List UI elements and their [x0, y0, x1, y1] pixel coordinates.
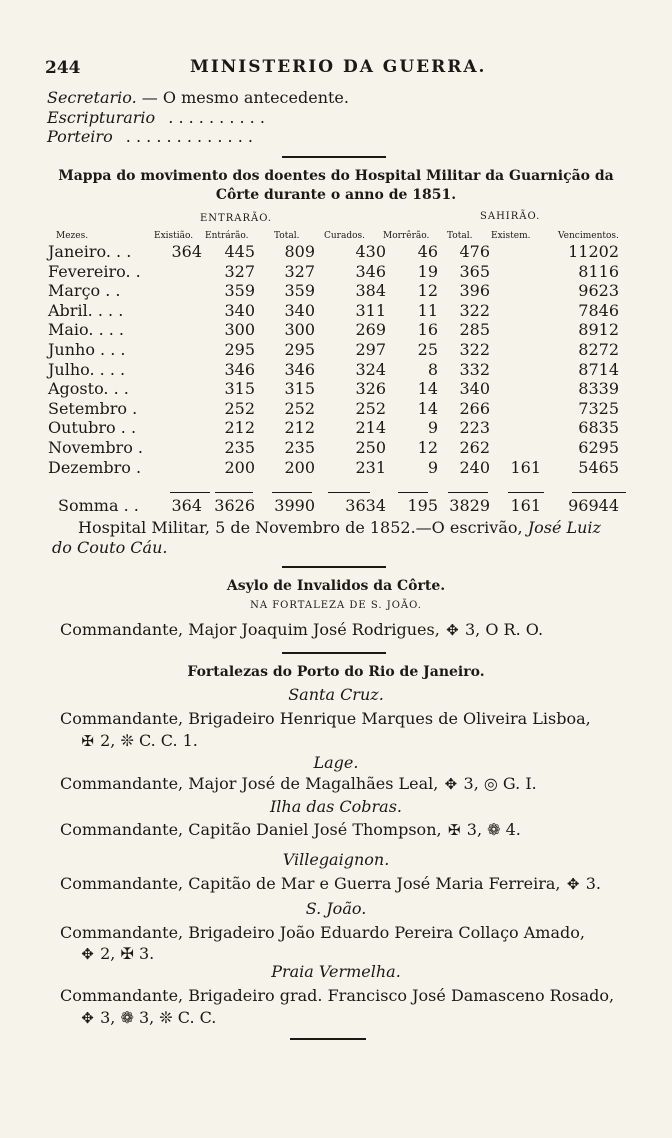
cell-mes: Abril. . . . [48, 300, 124, 320]
somma-vencimentos: 96944 [568, 496, 619, 515]
cell-curados: 326 [355, 379, 386, 399]
cell-curados: 430 [355, 242, 386, 261]
somma-label: Somma . . [58, 496, 139, 515]
cell-curados: 346 [355, 261, 386, 281]
mapa-title-line2: Côrte durante o anno de 1851. [215, 187, 457, 203]
order-cross-icon: ✥ [444, 775, 458, 793]
fort-commander: Commandante, Brigadeiro João Eduardo Pereira Collaço Amado, [60, 923, 585, 942]
fort-place: Lage. [313, 753, 359, 772]
fort-place: Ilha das Cobras. [269, 797, 403, 816]
mapa-footer [78, 518, 601, 537]
cell-entrarao: 315 [224, 379, 255, 399]
cell-entrarao: 200 [224, 457, 255, 477]
staff-text: . . . . . . . . . . [168, 108, 265, 127]
cell-venc: 8116 [578, 261, 619, 281]
cell-total_s: 266 [459, 398, 490, 418]
cell-venc: 8339 [578, 379, 619, 399]
fort-commander: Commandante, Brigadeiro Henrique Marques de Oliveira Lisboa, [60, 709, 591, 728]
somma-row [58, 496, 619, 516]
somma-entrarao: 3626 [214, 496, 255, 515]
section-divider [282, 652, 386, 654]
fort-place: Praia Vermelha. [271, 962, 401, 981]
col-vencimentos: Vencimentos. [558, 231, 619, 241]
table-row [48, 301, 619, 321]
cell-entrarao: 346 [224, 359, 255, 379]
col-morrerao: Morrêrão. [383, 231, 430, 241]
cell-curados: 214 [355, 418, 386, 438]
table-row [48, 360, 619, 380]
table-row [48, 281, 619, 301]
cell-venc: 11202 [568, 242, 619, 261]
cell-entrarao: 252 [224, 398, 255, 418]
table-row [48, 418, 619, 438]
order-cross-icon: ✠ [81, 732, 94, 750]
cell-existem [490, 438, 541, 458]
somma-total: 3990 [274, 496, 315, 515]
running-head: MINISTERIO DA GUERRA. [190, 57, 487, 77]
col-existem: Existem. [491, 231, 531, 241]
cell-venc: 6835 [578, 418, 619, 438]
page-number: 244 [45, 58, 81, 78]
cell-curados: 311 [355, 300, 386, 320]
col-mezes: Mezes. [56, 231, 89, 241]
somma-curados: 3634 [345, 496, 386, 515]
cell-existem: 161 [510, 457, 541, 477]
cell-entrarao: 235 [224, 437, 255, 457]
fort-decor-text: 2, ✠ 3. [100, 944, 155, 963]
cell-total_s: 476 [459, 242, 490, 261]
table-row [48, 262, 619, 282]
table-row [48, 379, 619, 399]
fort-commander: Commandante, Brigadeiro grad. Francisco José Damasceno Rosado, [60, 986, 615, 1005]
fort-decorations [80, 944, 154, 963]
cell-existem [490, 301, 541, 321]
cell-total: 359 [284, 281, 315, 301]
cell-entrarao: 445 [224, 242, 255, 261]
cell-entrarao: 295 [224, 339, 255, 359]
footer-signature: José Luiz [527, 518, 601, 537]
cell-curados: 324 [355, 359, 386, 379]
table-row [48, 399, 619, 419]
cell-mes: Março . . [48, 281, 121, 301]
col-total-sahirao: Total. [447, 231, 473, 241]
cell-existiao [156, 281, 202, 301]
sum-rule [508, 492, 544, 493]
order-cross-icon: ✥ [81, 1009, 94, 1027]
cell-entrarao: 359 [224, 281, 255, 301]
table-row [48, 438, 619, 458]
asylo-title: Asylo de Invalidos da Côrte. [226, 578, 446, 594]
sum-rule [328, 492, 370, 493]
cell-total: 200 [284, 457, 315, 477]
staff-secretario [47, 88, 349, 107]
cell-mes: Maio. . . . [48, 320, 124, 340]
cell-mes: Outubro . . [48, 418, 137, 438]
fort-commander: Commandante, Major José de Magalhães Leal, [60, 774, 439, 793]
fort-place: Santa Cruz. [288, 685, 384, 704]
cell-existiao [156, 320, 202, 340]
mapa-title-line1: Mappa do movimento dos doentes do Hospital Militar da Guarnição da [58, 168, 614, 184]
cell-existem [490, 399, 541, 419]
cell-total_s: 285 [459, 320, 490, 340]
col-curados: Curados. [324, 231, 366, 241]
cell-total: 235 [284, 437, 315, 457]
staff-role: Escripturario [47, 108, 156, 127]
asylo-commander: Commandante, Major Joaquim José Rodrigues, [60, 620, 440, 639]
asylo-decorations: 3, O R. O. [464, 620, 544, 639]
section-divider [282, 566, 386, 568]
section-divider [290, 1038, 366, 1040]
cell-total: 300 [284, 320, 315, 340]
cell-venc: 5465 [578, 457, 619, 477]
cell-mes: Agosto. . . [48, 379, 129, 399]
cell-existem [490, 242, 541, 262]
mapa-table [48, 242, 619, 477]
cell-total_s: 340 [459, 379, 490, 399]
staff-porteiro [47, 127, 253, 146]
cell-mes: Fevereiro. . [48, 261, 141, 281]
somma-total-sahirao: 3829 [449, 496, 490, 515]
cell-entrarao: 212 [224, 418, 255, 438]
fort-commander-line [60, 774, 537, 793]
cell-morrerao: 8 [427, 359, 438, 379]
cell-entrarao: 327 [224, 261, 255, 281]
fort-decor-text: 2, ❊ C. C. 1. [100, 731, 198, 750]
cell-existiao: 364 [171, 242, 202, 261]
cell-venc: 8714 [578, 359, 619, 379]
sum-rule [170, 492, 210, 493]
cell-total: 252 [284, 398, 315, 418]
asylo-subtitle: NA FORTALEZA DE S. JOÃO. [250, 600, 422, 611]
cell-existiao [156, 379, 202, 399]
fort-decor-text: 3, ❁ 4. [466, 820, 521, 839]
cell-curados: 231 [355, 457, 386, 477]
cell-mes: Dezembro . [48, 457, 142, 477]
cell-existem [490, 340, 541, 360]
fort-decorations [80, 1008, 216, 1027]
cell-total_s: 332 [459, 359, 490, 379]
cell-total: 315 [284, 379, 315, 399]
fort-place: S. João. [305, 899, 367, 918]
footer-signature-cont: do Couto Cáu. [52, 538, 168, 557]
cell-existiao [156, 360, 202, 380]
cell-entrarao: 300 [224, 320, 255, 340]
cell-curados: 297 [355, 339, 386, 359]
cell-total_s: 396 [459, 281, 490, 301]
cell-existem [490, 262, 541, 282]
cell-existiao [156, 262, 202, 282]
cell-mes: Julho. . . . [48, 359, 126, 379]
cell-total: 346 [284, 359, 315, 379]
staff-text: — O mesmo antecedente. [141, 88, 349, 107]
cell-morrerao: 14 [417, 379, 438, 399]
cell-total: 212 [284, 418, 315, 438]
cell-total: 809 [284, 242, 315, 261]
somma-existiao: 364 [171, 496, 202, 515]
cell-venc: 7846 [578, 300, 619, 320]
cell-morrerao: 12 [417, 281, 438, 301]
fort-decor-text: 3. [585, 874, 601, 893]
cell-curados: 252 [355, 398, 386, 418]
cell-total_s: 322 [459, 300, 490, 320]
cell-morrerao: 25 [417, 339, 438, 359]
fortalezas-title: Fortalezas do Porto do Rio de Janeiro. [187, 664, 485, 680]
fort-place: Villegaignon. [282, 850, 390, 869]
sum-rule [215, 492, 253, 493]
cell-morrerao: 9 [427, 418, 438, 438]
fort-decor-text: 3, ❁ 3, ❊ C. C. [100, 1008, 217, 1027]
cell-morrerao: 11 [417, 300, 438, 320]
cell-venc: 9623 [578, 281, 619, 301]
cell-morrerao: 14 [417, 398, 438, 418]
cell-existem [490, 418, 541, 438]
order-cross-icon: ✠ [447, 821, 461, 839]
cell-morrerao: 46 [417, 242, 438, 261]
cell-morrerao: 16 [417, 320, 438, 340]
cell-total_s: 365 [459, 261, 490, 281]
fort-decor-text: 3, ◎ G. I. [463, 774, 537, 793]
cell-existem [490, 320, 541, 340]
cell-curados: 384 [355, 281, 386, 301]
order-cross-icon: ✥ [446, 621, 459, 639]
cell-existiao [156, 399, 202, 419]
cell-venc: 8272 [578, 339, 619, 359]
cell-venc: 6295 [578, 437, 619, 457]
sum-rule [272, 492, 312, 493]
cell-mes: Novembro . [48, 437, 144, 457]
cell-total: 340 [284, 300, 315, 320]
fort-commander: Commandante, Capitão Daniel José Thompson, [60, 820, 442, 839]
group-sahirao: SAHIRÃO. [480, 211, 541, 222]
fort-commander-line [60, 874, 601, 893]
fort-commander: Commandante, Capitão de Mar e Guerra José Maria Ferreira, [60, 874, 561, 893]
order-cross-icon: ✥ [566, 875, 580, 893]
cell-total_s: 240 [459, 457, 490, 477]
cell-existem [490, 281, 541, 301]
cell-mes: Junho . . . [48, 339, 126, 359]
staff-escripturario [47, 108, 265, 127]
cell-total_s: 223 [459, 418, 490, 438]
order-cross-icon: ✥ [81, 945, 94, 963]
table-row [48, 340, 619, 360]
somma-existem: 161 [510, 496, 541, 515]
staff-text: . . . . . . . . . . . . . [125, 127, 253, 146]
group-entrarao: ENTRARÃO. [200, 213, 273, 224]
cell-existiao [156, 418, 202, 438]
col-entrarao: Entrárão. [205, 231, 249, 241]
cell-existem [490, 360, 541, 380]
cell-morrerao: 9 [427, 457, 438, 477]
col-existiao: Existião. [154, 231, 194, 241]
table-row [48, 458, 619, 478]
somma-morrerao: 195 [407, 496, 438, 515]
cell-existiao [156, 438, 202, 458]
staff-role: Porteiro [47, 127, 113, 146]
cell-curados: 269 [355, 320, 386, 340]
footer-text: Hospital Militar, 5 de Novembro de 1852.—O escrivão, [78, 518, 523, 537]
section-divider [282, 156, 386, 158]
cell-total: 327 [284, 261, 315, 281]
cell-venc: 8912 [578, 320, 619, 340]
sum-rule [398, 492, 428, 493]
fort-commander-line [60, 820, 521, 839]
table-row [48, 320, 619, 340]
staff-role: Secretario. [47, 88, 137, 107]
cell-morrerao: 12 [417, 437, 438, 457]
cell-existem [490, 379, 541, 399]
cell-total_s: 262 [459, 437, 490, 457]
asylo-line [60, 620, 543, 639]
col-total: Total. [274, 231, 300, 241]
cell-mes: Janeiro. . . [48, 242, 132, 261]
sum-rule [448, 492, 488, 493]
table-row [48, 242, 619, 262]
fort-decorations [80, 731, 198, 750]
cell-venc: 7325 [578, 398, 619, 418]
cell-total: 295 [284, 339, 315, 359]
cell-existiao [156, 301, 202, 321]
cell-morrerao: 19 [417, 261, 438, 281]
cell-entrarao: 340 [224, 300, 255, 320]
cell-mes: Setembro . [48, 398, 138, 418]
sum-rule [572, 492, 626, 493]
cell-total_s: 322 [459, 339, 490, 359]
cell-existiao [156, 458, 202, 478]
cell-existiao [156, 340, 202, 360]
cell-curados: 250 [355, 437, 386, 457]
